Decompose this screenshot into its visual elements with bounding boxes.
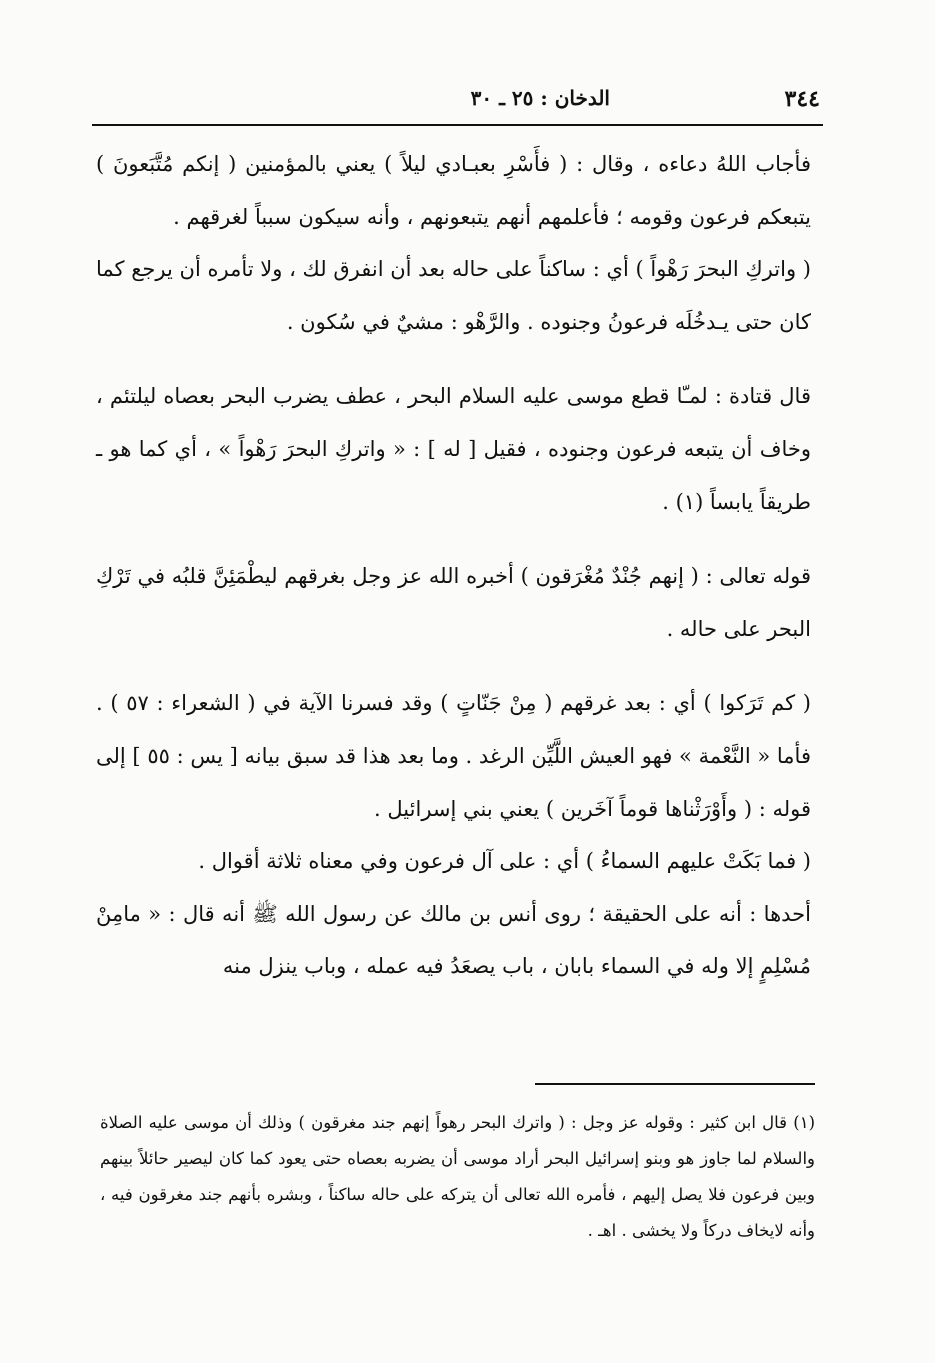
paragraph-2: ( واتركِ البحرَ رَهْواً ) أي : ساكناً على حاله بعد أن انفرق لك ، ولا تأمره أن يرجع كما كان حتى يـدخُلَه فرعونُ وجنوده . والرَّهْو : مشيٌ في سُكون .	[96, 257, 811, 334]
header-rule	[92, 124, 823, 126]
paragraph-5: ( كم تَرَكوا ) أي : بعد غرقهم ( مِنْ جَنّاتٍ ) وقد فسرنا الآية في ( الشعراء : ٥٧ ) . فأما « النَّعْمة » فهو العيش اللَّيِّن الرغد . وما بعد هذا قد سبق بيانه [ يس : ٥٥ ] إلى قوله : ( وأَوْرَثْناها قوماً آخَرين ) يعني بني إسرائيل .	[96, 691, 811, 821]
main-text	[96, 138, 811, 993]
paragraph-6: ( فما بَكَتْ عليهم السماءُ ) أي : على آل فرعون وفي معناه ثلاثة أقوال .	[198, 849, 811, 874]
page-number: ٣٤٤	[784, 86, 820, 112]
paragraph-4: قوله تعالى : ( إنهم جُنْدٌ مُغْرَقون ) أخبره الله عز وجل بغرقهم ليطْمَئِنَّ قلبُه في تَرْكِ البحر على حاله .	[96, 564, 811, 641]
footnote-1: (١) قال ابن كثير : وقوله عز وجل : ( واترك البحر رهواً إنهم جند مغرقون ) وذلك أن موسى عليه الصلاة والسلام لما جاوز هو وبنو إسرائيل البحر أراد موسى أن يضربه بعصاه حتى يعود كما كان ليصير حائلاً بينهم وبين فرعون فلا يصل إليهم ، فأمره الله تعالى أن يتركه على حاله ساكناً ، وبشره بأنهم جند مغرقون فيه ، وأنه لايخاف دركاً ولا يخشى . اهـ .	[100, 1113, 815, 1240]
paragraph-3: قال قتادة : لمـّا قطع موسى عليه السلام البحر ، عطف يضرب البحر بعصاه ليلتئم ، وخاف أن يتبعه فرعون وجنوده ، فقيل [ له ] : « واتركِ البحرَ رَهْواً » ، أي كما هو ـ طريقاً يابساً (١) .	[96, 384, 812, 514]
page-header	[95, 84, 820, 124]
running-title: الدخان : ٢٥ ـ ٣٠	[470, 86, 610, 110]
paragraph-1: فأجاب اللهُ دعاءه ، وقال : ( فأَسْرِ بعبـادي ليلاً ) يعني بالمؤمنين ( إنكم مُتَّبَعونَ ) يتبعكم فرعون وقومه ؛ فأعلمهم أنهم يتبعونهم ، وأنه سيكون سبباً لغرقهم .	[96, 152, 811, 229]
paragraph-7: أحدها : أنه على الحقيقة ؛ روى أنس بن مالك عن رسول الله ﷺ أنه قال : « مامِنْ مُسْلِمٍ إلا وله في السماء بابان ، باب يصعَدُ فيه عمله ، وباب ينزل منه	[96, 901, 811, 979]
footnote-rule	[535, 1083, 815, 1085]
footnotes	[100, 1105, 815, 1249]
